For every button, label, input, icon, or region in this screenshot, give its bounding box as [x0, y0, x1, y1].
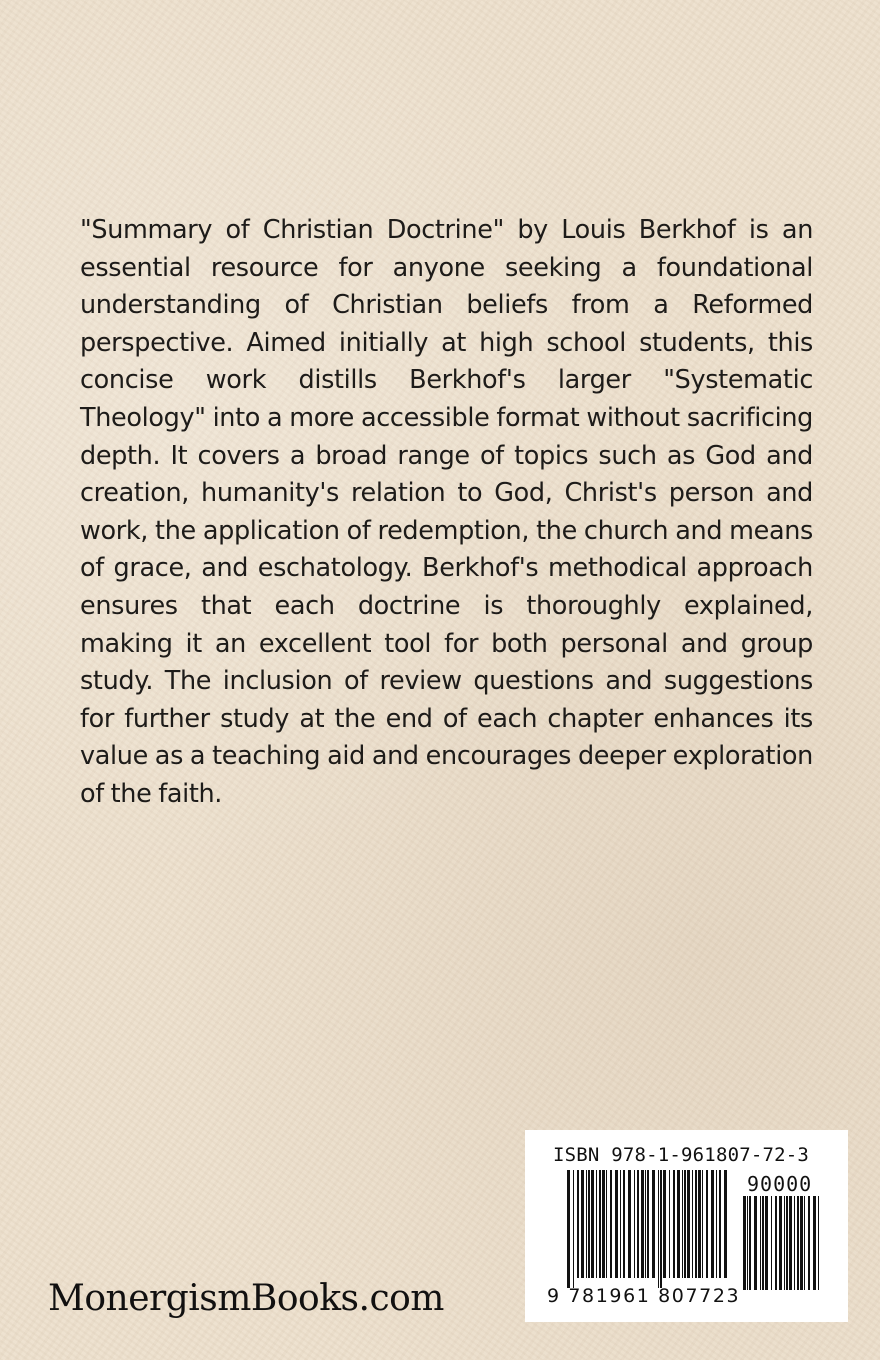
- barcode-bar: [628, 1170, 631, 1278]
- barcode-bar: [818, 1196, 819, 1290]
- main-barcode-bars: [567, 1170, 727, 1288]
- barcode-bar: [660, 1170, 662, 1288]
- barcode-bar: [684, 1170, 686, 1278]
- book-description: "Summary of Christian Doctrine" by Louis Berkhof is an essential resource for anyone seeking a foundational understanding of Christian beliefs from a Reformed perspective. Aimed initially at high school students, this concise work distills Berkhof's larger "Systematic Theology" into a more accessible format without sacrificing depth. It covers a broad range of topics such as God and creation, humanity's relation to God, Christ's person and work, the application of redemption, the church and means of grace, and eschatology. Berkhof's methodical approach ensures that each doctrine is thoroughly explained, making it an excellent tool for both personal and group study. The inclusion of review questions and suggestions for further study at the end of each chapter enhances its value as a teaching aid and encourages deeper exploration of the faith.: [80, 215, 813, 809]
- isbn-label: ISBN 978-1-961807-72-3: [553, 1144, 810, 1166]
- barcode-digits: 9 781961 807723: [547, 1285, 741, 1307]
- barcode-bar: [634, 1170, 635, 1278]
- barcode-bar: [606, 1170, 607, 1278]
- barcode-bar: [695, 1170, 697, 1278]
- barcode-bar: [599, 1170, 601, 1278]
- barcode-bar: [765, 1196, 768, 1290]
- barcode-bar: [698, 1170, 701, 1278]
- barcode-bar: [784, 1196, 785, 1290]
- barcode-bar: [677, 1170, 680, 1278]
- barcode-bar: [804, 1196, 805, 1290]
- barcode-bar: [808, 1196, 810, 1290]
- barcode-bar: [760, 1196, 761, 1290]
- barcode-bar: [800, 1196, 803, 1290]
- barcode-bar: [591, 1170, 594, 1278]
- barcode-bar: [581, 1170, 584, 1278]
- barcode-bar: [716, 1170, 717, 1278]
- barcode-bar: [794, 1196, 795, 1290]
- isbn-barcode-panel: [525, 1130, 848, 1322]
- barcode-bar: [602, 1170, 605, 1278]
- barcode-bar: [623, 1170, 625, 1278]
- barcode-bar: [747, 1196, 748, 1290]
- barcode-bar: [743, 1196, 746, 1290]
- barcode-bar: [797, 1196, 799, 1290]
- barcode-bar: [779, 1196, 782, 1290]
- barcode-bar: [637, 1170, 639, 1278]
- addon-barcode-bars: [743, 1196, 819, 1290]
- barcode-bar: [706, 1170, 708, 1278]
- barcode-bar: [645, 1170, 646, 1278]
- barcode-bar: [719, 1170, 721, 1278]
- barcode-bar: [749, 1196, 751, 1290]
- publisher-name: MonergismBooks.com: [48, 1278, 444, 1319]
- barcode-bar: [586, 1170, 587, 1278]
- barcode-bar: [615, 1170, 618, 1278]
- barcode-bar: [687, 1170, 690, 1278]
- barcode-bar: [663, 1170, 666, 1278]
- barcode-bar: [682, 1170, 683, 1278]
- barcode-bar: [813, 1196, 816, 1290]
- barcode-bar: [658, 1170, 659, 1288]
- barcode-bar: [647, 1170, 649, 1278]
- barcode-bar: [724, 1170, 727, 1278]
- barcode-bar: [711, 1170, 714, 1278]
- barcode-bar: [641, 1170, 644, 1278]
- barcode-bar: [596, 1170, 597, 1278]
- barcode-bar: [702, 1170, 703, 1278]
- barcode-bar: [669, 1170, 670, 1278]
- barcode-bar: [567, 1170, 570, 1288]
- barcode-bar: [620, 1170, 621, 1278]
- barcode-bar: [775, 1196, 777, 1290]
- barcode-bar: [673, 1170, 675, 1278]
- barcode-bar: [771, 1196, 772, 1290]
- price-code: 90000: [747, 1172, 813, 1196]
- barcode-bar: [573, 1170, 574, 1288]
- barcode-bar: [610, 1170, 612, 1278]
- barcode-bar: [577, 1170, 579, 1278]
- barcode-bar: [789, 1196, 792, 1290]
- barcode-bar: [754, 1196, 757, 1290]
- barcode-bar: [692, 1170, 693, 1278]
- barcode-bar: [588, 1170, 590, 1278]
- barcode-bar: [762, 1196, 764, 1290]
- barcode-bar: [786, 1196, 788, 1290]
- barcode-bar: [652, 1170, 655, 1278]
